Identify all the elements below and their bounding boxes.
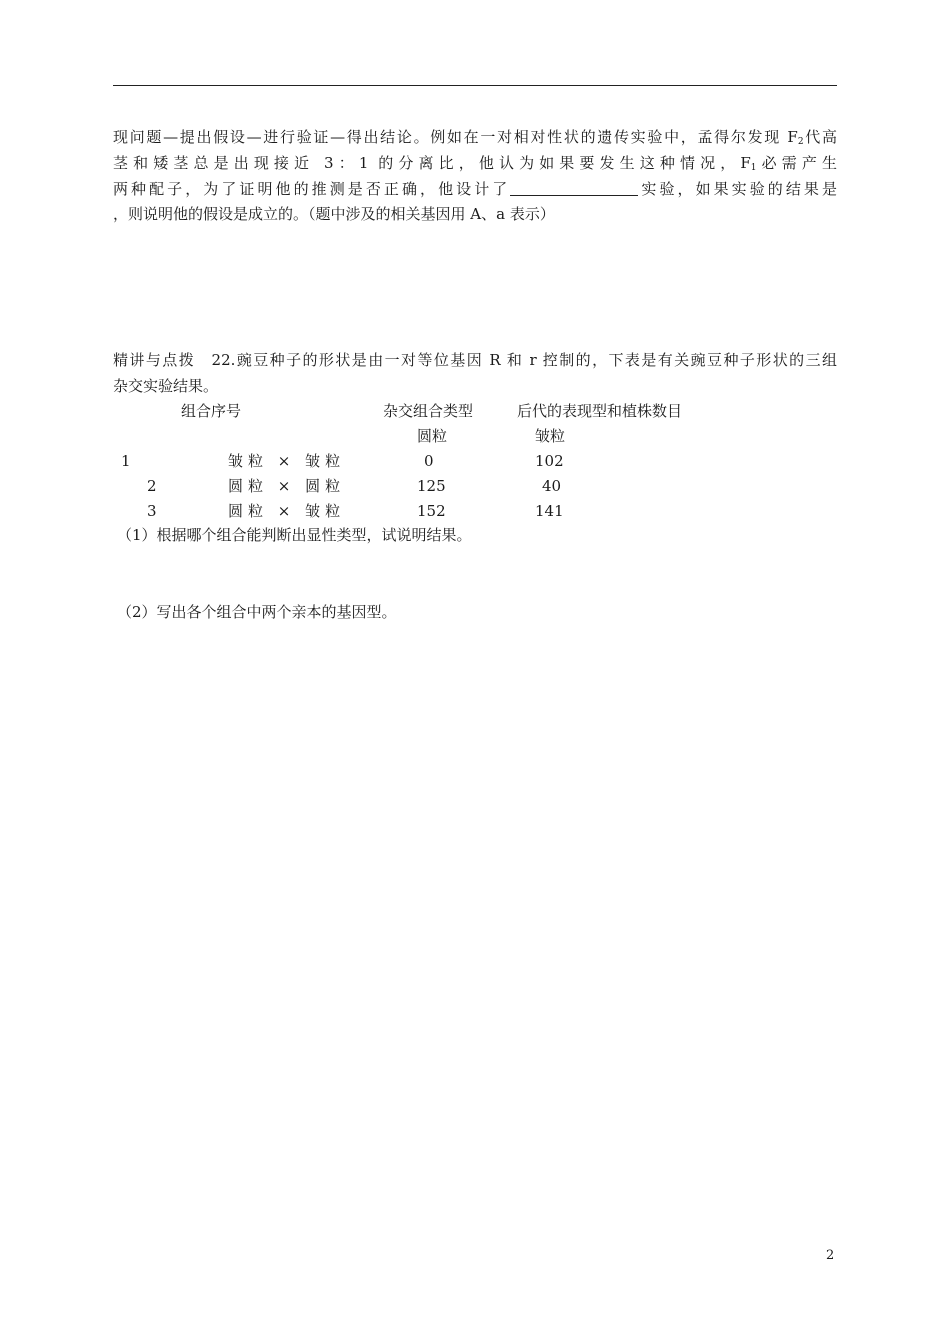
subquestion-2: （2）写出各个组合中两个亲本的基因型。 — [117, 603, 397, 621]
table-header-offspring: 后代的表现型和植株数目 — [517, 402, 683, 420]
row-round-count: 152 — [417, 502, 446, 520]
table-subheader-wrinkled: 皱粒 — [535, 427, 566, 445]
paragraph-line-4: ，则说明他的假设是成立的。（题中涉及的相关基因用 A、a 表示） — [113, 205, 555, 223]
row-id: 3 — [147, 502, 157, 520]
row-cross: 皱粒 × 皱粒 — [228, 452, 346, 470]
table-header-cross-type: 杂交组合类型 — [383, 402, 474, 420]
row-round-count: 0 — [424, 452, 434, 470]
table-subheader-round: 圆粒 — [417, 427, 448, 445]
row-cross: 圆粒 × 圆粒 — [228, 477, 346, 495]
table-header-combination: 组合序号 — [181, 402, 242, 420]
question-22-line-1: 精讲与点拨 22.豌豆种子的形状是由一对等位基因 R 和 r 控制的，下表是有关豌豆种子形状的三组 — [113, 351, 837, 369]
row-wrinkled-count: 102 — [535, 452, 564, 470]
paragraph-line-1: 现问题—提出假设—进行验证—得出结论。例如在一对相对性状的遗传实验中，孟得尔发现 $F_2$代高 — [113, 128, 837, 147]
header-rule — [113, 85, 837, 86]
answer-blank — [510, 181, 638, 196]
row-id: 2 — [147, 477, 157, 495]
paragraph-line-2: 茎和矮茎总是出现接近 3：1 的分离比，他认为如果要发生这种情况，$F_1$必需产生 — [113, 154, 837, 173]
paragraph-line-3: 两种配子，为了证明他的推测是否正确，他设计了 实验，如果实验的结果是 — [113, 180, 837, 198]
question-22-line-2: 杂交实验结果。 — [113, 377, 219, 395]
page-number: 2 — [826, 1248, 835, 1263]
row-cross: 圆粒 × 皱粒 — [228, 502, 346, 520]
subquestion-1: （1）根据哪个组合能判断出显性类型，试说明结果。 — [117, 526, 472, 544]
row-round-count: 125 — [417, 477, 446, 495]
row-wrinkled-count: 141 — [535, 502, 564, 520]
row-wrinkled-count: 40 — [542, 477, 562, 495]
row-id: 1 — [121, 452, 131, 470]
